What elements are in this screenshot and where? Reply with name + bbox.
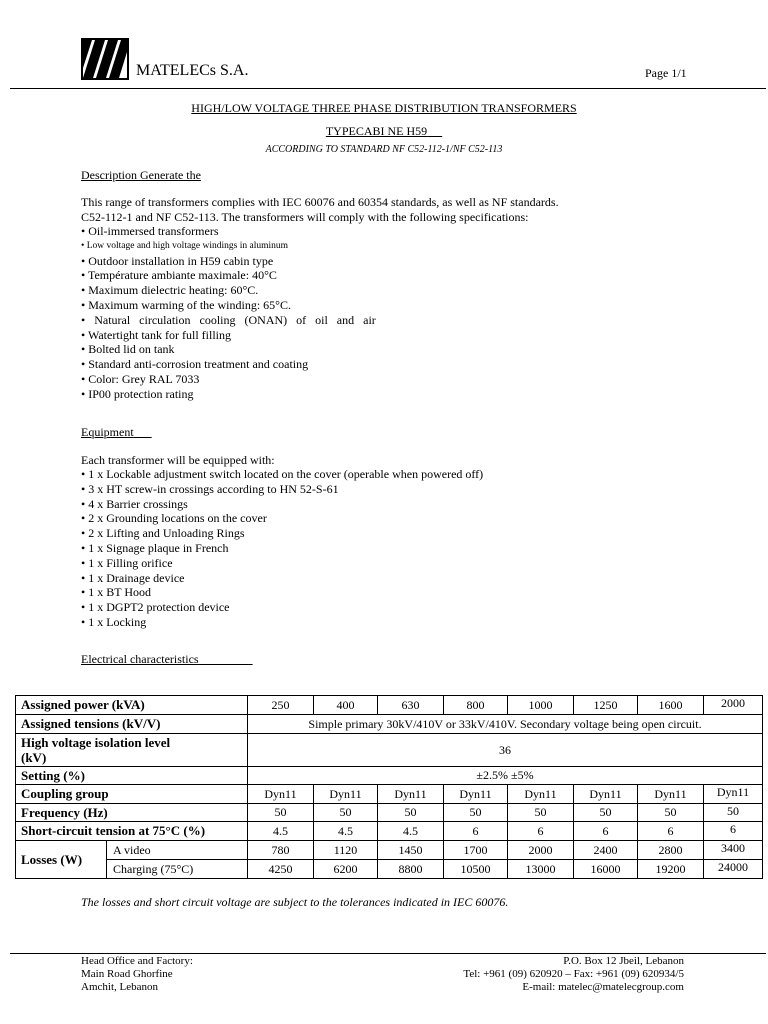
company-name: MATELECs S.A. bbox=[136, 62, 249, 79]
short-circuit-label: Short-circuit tension at 75°C (%) bbox=[16, 822, 248, 841]
list-item: • Color: Grey RAL 7033 bbox=[81, 371, 200, 386]
list-item: • 2 x Lifting and Unloading Rings bbox=[81, 526, 245, 541]
table-cell: Dyn11 bbox=[444, 785, 508, 804]
table-cell: 6 bbox=[638, 822, 704, 841]
table-cell: 6 bbox=[508, 822, 574, 841]
list-item: • 1 x BT Hood bbox=[81, 585, 151, 600]
table-cell: 50 bbox=[508, 804, 574, 822]
list-item: • Outdoor installation in H59 cabin type bbox=[81, 253, 274, 268]
standard-reference: ACCORDING TO STANDARD NF C52-112-1/NF C52-113 bbox=[265, 144, 503, 155]
coupling-label: Coupling group bbox=[16, 785, 248, 804]
list-item: • Low voltage and high voltage windings in aluminum bbox=[81, 240, 289, 251]
setting-label: Setting (%) bbox=[16, 767, 248, 785]
table-cell: 6 bbox=[704, 822, 763, 841]
table-cell: 13000 bbox=[508, 860, 574, 879]
tensions-label: Assigned tensions (kV/V) bbox=[16, 715, 248, 734]
company-logo bbox=[81, 38, 129, 80]
table-row bbox=[16, 767, 763, 785]
table-cell: 3400 bbox=[704, 841, 763, 860]
tolerance-note: The losses and short circuit voltage are subject to the tolerances indicated in IEC 60076. bbox=[81, 895, 509, 909]
table-cell: 1250 bbox=[574, 696, 638, 715]
list-item: • 3 x HT screw-in crossings according to HN 52-S-61 bbox=[81, 481, 339, 496]
table-cell: 1700 bbox=[444, 841, 508, 860]
electrical-characteristics-table bbox=[15, 695, 763, 879]
list-item: • 2 x Grounding locations on the cover bbox=[81, 511, 267, 526]
hv-isolation-label-line-2: (kV) bbox=[21, 750, 47, 765]
page-number: Page 1/1 bbox=[645, 66, 687, 80]
table-cell: 19200 bbox=[638, 860, 704, 879]
table-cell: 50 bbox=[574, 804, 638, 822]
footer-line: Head Office and Factory: bbox=[81, 955, 193, 967]
hv-isolation-label bbox=[16, 734, 248, 767]
table-cell: 50 bbox=[314, 804, 378, 822]
footer-address bbox=[81, 955, 193, 995]
table-row bbox=[16, 841, 763, 860]
table-cell: 50 bbox=[704, 804, 763, 822]
table-cell: 400 bbox=[314, 696, 378, 715]
table-cell: 1000 bbox=[508, 696, 574, 715]
list-item: • 1 x Filling orifice bbox=[81, 555, 173, 570]
table-cell: Dyn11 bbox=[704, 785, 763, 804]
hv-isolation-value: 36 bbox=[248, 734, 763, 767]
equipment-heading: Equipment bbox=[81, 425, 134, 439]
table-cell: 10500 bbox=[444, 860, 508, 879]
table-cell: 4.5 bbox=[248, 822, 314, 841]
description-heading: Description Generate the bbox=[81, 168, 201, 182]
logo-mark-icon bbox=[83, 40, 127, 78]
footer-line: Tel: +961 (09) 620920 – Fax: +961 (09) 620934/5 bbox=[463, 968, 684, 981]
list-item: • Standard anti-corrosion treatment and coating bbox=[81, 357, 309, 372]
table-cell: 6200 bbox=[314, 860, 378, 879]
table-row bbox=[16, 696, 763, 715]
table-row bbox=[16, 715, 763, 734]
table-cell: 6 bbox=[574, 822, 638, 841]
table-cell: 4.5 bbox=[378, 822, 444, 841]
setting-value: ±2.5% ±5% bbox=[248, 767, 763, 785]
equipment-list bbox=[81, 467, 483, 630]
table-row bbox=[16, 785, 763, 804]
table-row bbox=[16, 822, 763, 841]
table-cell: Dyn11 bbox=[638, 785, 704, 804]
table-cell: 16000 bbox=[574, 860, 638, 879]
table-row bbox=[16, 734, 763, 767]
table-cell: 2000 bbox=[704, 696, 763, 715]
list-item: • 1 x Locking bbox=[81, 614, 147, 629]
table-cell: 6 bbox=[444, 822, 508, 841]
table-cell: 1120 bbox=[314, 841, 378, 860]
table-row bbox=[16, 860, 763, 879]
table-cell: 1450 bbox=[378, 841, 444, 860]
intro-line-1: This range of transformers complies with IEC 60076 and 60354 standards, as well as NF standards. bbox=[81, 195, 559, 209]
table-cell: Dyn11 bbox=[574, 785, 638, 804]
list-item: • Maximum dielectric heating: 60°C. bbox=[81, 283, 259, 298]
frequency-label: Frequency (Hz) bbox=[16, 804, 248, 822]
table-cell: Dyn11 bbox=[248, 785, 314, 804]
table-cell: 2800 bbox=[638, 841, 704, 860]
table-cell: 50 bbox=[248, 804, 314, 822]
table-cell: 250 bbox=[248, 696, 314, 715]
losses-charging-label: Charging (75°C) bbox=[107, 860, 248, 879]
list-item: • IP00 protection rating bbox=[81, 386, 194, 401]
table-row bbox=[16, 804, 763, 822]
table-cell: Dyn11 bbox=[378, 785, 444, 804]
table-cell: 780 bbox=[248, 841, 314, 860]
table-cell: Dyn11 bbox=[508, 785, 574, 804]
table-cell: Dyn11 bbox=[314, 785, 378, 804]
header-divider bbox=[10, 88, 766, 89]
table-cell: 4.5 bbox=[314, 822, 378, 841]
intro-line-2: C52-112-1 and NF C52-113. The transformers will comply with the following specifications: bbox=[81, 209, 529, 224]
list-item: • Watertight tank for full filling bbox=[81, 327, 231, 342]
list-item: • Oil-immersed transformers bbox=[81, 224, 219, 238]
list-item: • 1 x Signage plaque in French bbox=[81, 540, 229, 555]
footer-line: Main Road Ghorfine bbox=[81, 968, 173, 981]
tensions-value: Simple primary 30kV/410V or 33kV/410V. Secondary voltage being open circuit. bbox=[248, 715, 763, 734]
table-cell: 800 bbox=[444, 696, 508, 715]
table-cell: 50 bbox=[444, 804, 508, 822]
list-item: • 1 x Lockable adjustment switch located on the cover (operable when powered off) bbox=[81, 467, 484, 481]
list-item: • 4 x Barrier crossings bbox=[81, 496, 188, 511]
hv-isolation-label-line-1: High voltage isolation level bbox=[21, 735, 171, 750]
footer-divider bbox=[10, 953, 766, 954]
electrical-heading: Electrical characteristics bbox=[81, 652, 199, 666]
list-item: • Natural circulation cooling (ONAN) of oil and air bbox=[81, 312, 376, 327]
list-item: • Maximum warming of the winding: 65°C. bbox=[81, 297, 291, 312]
table-cell: 2000 bbox=[508, 841, 574, 860]
transformer-type: TYPECABI NE H59 bbox=[325, 124, 428, 138]
table-cell: 2400 bbox=[574, 841, 638, 860]
list-item: • Température ambiante maximale: 40°C bbox=[81, 268, 277, 283]
footer-contact bbox=[463, 955, 684, 995]
equipment-intro: Each transformer will be equipped with: bbox=[81, 453, 275, 467]
specification-list bbox=[81, 224, 376, 402]
list-item: • 1 x DGPT2 protection device bbox=[81, 600, 230, 615]
table-cell: 8800 bbox=[378, 860, 444, 879]
footer-line: E-mail: matelec@matelecgroup.com bbox=[522, 981, 684, 994]
table-cell: 630 bbox=[378, 696, 444, 715]
footer-line: Amchit, Lebanon bbox=[81, 981, 158, 994]
list-item: • Bolted lid on tank bbox=[81, 342, 175, 357]
document-title: HIGH/LOW VOLTAGE THREE PHASE DISTRIBUTION TRANSFORMERS bbox=[191, 101, 577, 115]
table-cell: 24000 bbox=[704, 860, 763, 879]
table-cell: 50 bbox=[378, 804, 444, 822]
description-intro bbox=[81, 195, 559, 225]
table-cell: 50 bbox=[638, 804, 704, 822]
losses-video-label: A video bbox=[107, 841, 248, 860]
table-cell: 4250 bbox=[248, 860, 314, 879]
losses-label: Losses (W) bbox=[16, 841, 107, 879]
power-label: Assigned power (kVA) bbox=[16, 696, 248, 715]
footer-line: P.O. Box 12 Jbeil, Lebanon bbox=[563, 955, 684, 967]
table-cell: 1600 bbox=[638, 696, 704, 715]
list-item: • 1 x Drainage device bbox=[81, 570, 185, 585]
